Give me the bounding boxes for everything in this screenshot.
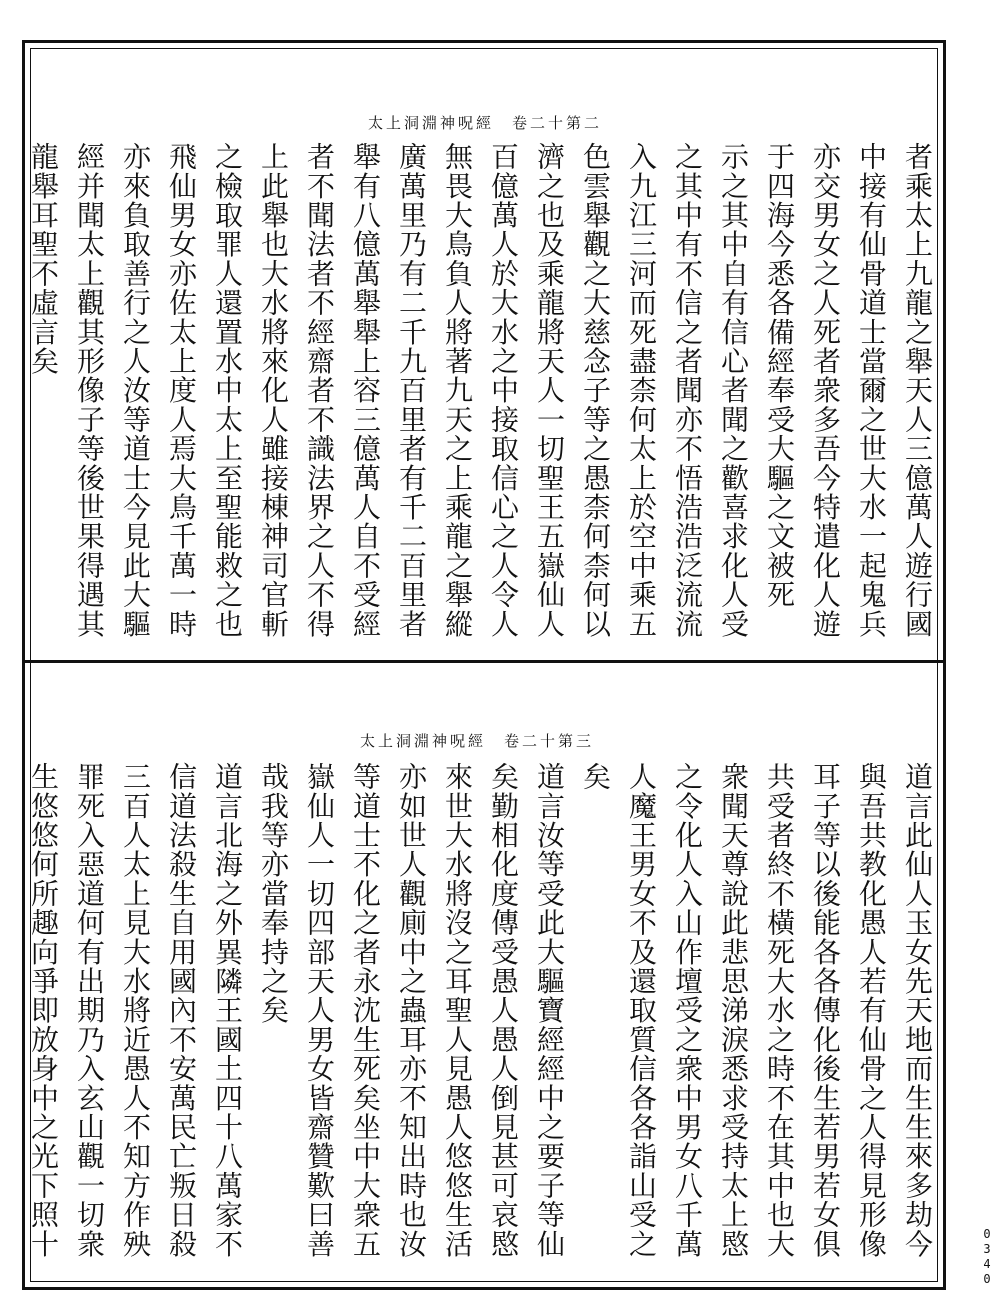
text-column: 于四海今悉各備經奉受大驅之文被死: [763, 142, 796, 610]
text-column: 入九江三河而死盡柰何太上於空中乘五: [625, 142, 658, 639]
text-column: 道言汝等受此大驅寶經經中之要子等仙: [533, 762, 566, 1259]
text-column: 亦如世人觀廁中之蟲耳亦不知出時也汝: [395, 762, 428, 1259]
text-column: 舉有八億萬舉舉上容三億萬人自不受經: [349, 142, 382, 639]
text-column: 亦來負取善行之人汝等道士今見此大驅: [119, 142, 152, 639]
text-column: 來世大水將沒之耳聖人見愚人悠悠生活: [441, 762, 474, 1259]
text-column: 廣萬里乃有二千九百里者有千二百里者: [395, 142, 428, 639]
text-column: 道言北海之外異隣王國土四十八萬家不: [211, 762, 244, 1259]
text-column: 經并聞太上觀其形像子等後世果得遇其: [73, 142, 106, 639]
page-number: 0340: [980, 1227, 994, 1287]
text-column: 道言此仙人玉女先天地而生生來多劫今: [901, 762, 934, 1259]
text-column: 者不聞法者不經齋者不識法界之人不得: [303, 142, 336, 639]
top-text-columns: [20, 142, 940, 647]
text-column: 無畏大鳥負人將著九天之上乘龍之舉縱: [441, 142, 474, 639]
text-column: 生悠悠何所趣向爭即放身中之光下照十: [27, 762, 60, 1259]
text-column: 亦交男女之人死者衆多吾今特遣化人遊: [809, 142, 842, 639]
text-column: 上此舉也大水將來化人雖接棟神司官斬: [257, 142, 290, 639]
text-column: 共受者終不橫死大水之時不在其中也大: [763, 762, 796, 1259]
text-column: 人魔王男女不及還取質信各各詣山受之: [625, 762, 658, 1259]
text-column: 等道士不化之者永沈生死矣坐中大衆五: [349, 762, 382, 1259]
bottom-header: 太上洞淵神呪經 卷二十第三: [360, 732, 595, 750]
text-column: 之令化人入山作壇受之衆中男女八千萬: [671, 762, 704, 1259]
text-column: 矣: [579, 762, 612, 792]
text-column: 色雲舉觀之大慈念子等之愚柰何柰何以: [579, 142, 612, 639]
text-column: 龍舉耳聖不虛言矣: [27, 142, 60, 376]
text-column: 者乘太上九龍之舉天人三億萬人遊行國: [901, 142, 934, 639]
text-column: 哉我等亦當奉持之矣: [257, 762, 290, 1025]
bottom-text-columns: [20, 762, 940, 1277]
text-column: 矣勤相化度傳受愚人愚人倒見甚可哀愍: [487, 762, 520, 1259]
text-column: 之檢取罪人還置水中太上至聖能救之也: [211, 142, 244, 639]
text-column: 示之其中自有信心者聞之歡喜求化人受: [717, 142, 750, 639]
text-column: 嶽仙人一切四部天人男女皆齋贊歎曰善: [303, 762, 336, 1259]
text-column: 衆聞天尊說此悲思涕淚悉求受持太上愍: [717, 762, 750, 1259]
top-header: 太上洞淵神呪經 卷二十第二: [368, 114, 603, 132]
text-column: 百億萬人於大水之中接取信心之人令人: [487, 142, 520, 639]
text-column: 耳子等以後能各各傳化後生若男若女俱: [809, 762, 842, 1259]
text-column: 三百人太上見大水將近愚人不知方作殃: [119, 762, 152, 1259]
text-column: 之其中有不信之者聞亦不悟浩浩泛流流: [671, 142, 704, 639]
top-panel: [27, 142, 940, 647]
text-column: 與吾共教化愚人若有仙骨之人得見形像: [855, 762, 888, 1259]
text-column: 飛仙男女亦佐太上度人焉大鳥千萬一時: [165, 142, 198, 639]
text-column: 罪死入惡道何有出期乃入玄山觀一切衆: [73, 762, 106, 1259]
text-column: 中接有仙骨道士當爾之世大水一起鬼兵: [855, 142, 888, 639]
text-column: 濟之也及乘龍將天人一切聖王五嶽仙人: [533, 142, 566, 639]
bottom-panel: [27, 762, 940, 1277]
panel-divider: [22, 660, 946, 663]
text-column: 信道法殺生自用國內不安萬民亡叛日殺: [165, 762, 198, 1259]
